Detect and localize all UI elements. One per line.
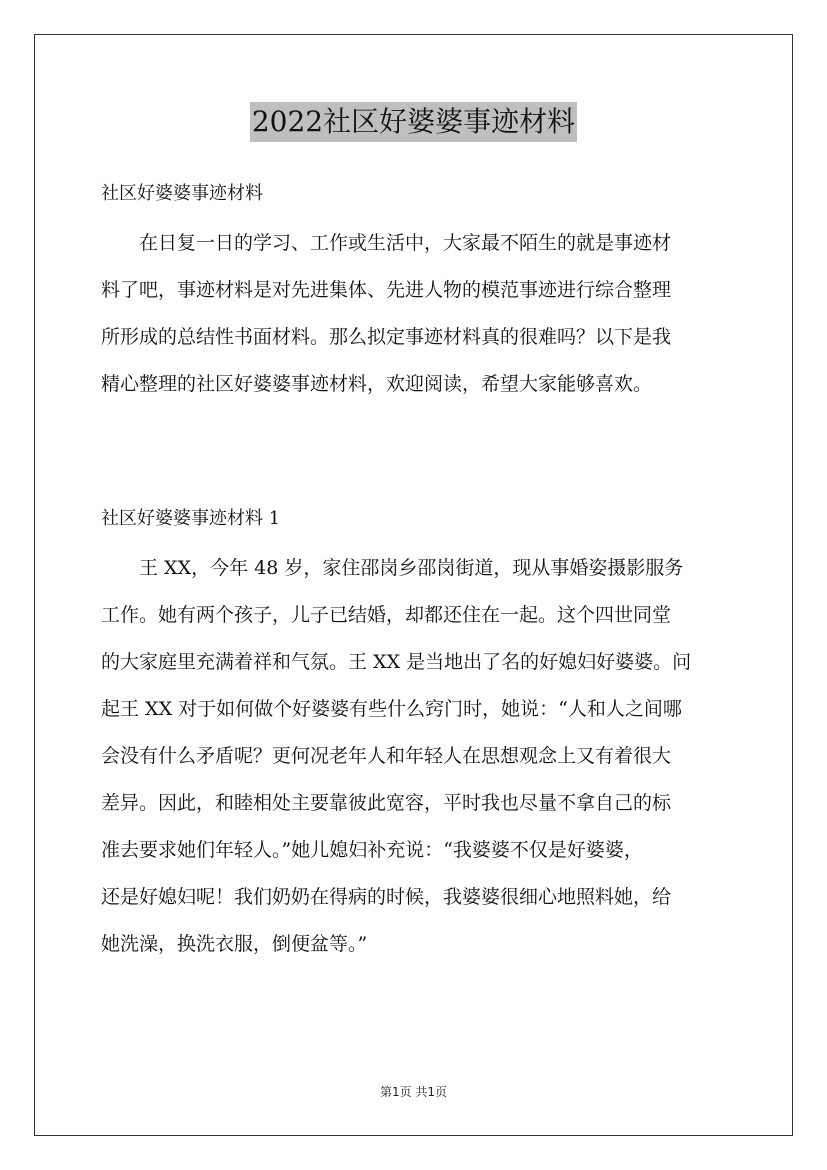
- section1-line: 起王 XX 对于如何做个好婆婆有些什么窍门时，她说：“人和人之间哪: [101, 698, 682, 720]
- intro-line: 所形成的总结性书面材料。那么拟定事迹材料真的很难吗？以下是我: [101, 326, 672, 348]
- intro-line: 在日复一日的学习、工作或生活中，大家最不陌生的就是事迹材: [139, 232, 672, 254]
- section1-line: 她洗澡，换洗衣服，倒便盆等。”: [101, 933, 368, 955]
- intro-line: 料了吧，事迹材料是对先进集体、先进人物的模范事迹进行综合整理: [101, 279, 672, 301]
- document-title-text: 2022社区好婆婆事迹材料: [250, 102, 577, 142]
- section1-line: 准去要求她们年轻人。”她儿媳妇补充说：“我婆婆不仅是好婆婆，: [101, 839, 643, 861]
- page-footer: 第1页 共1页: [379, 1085, 448, 1099]
- intro-lines: [101, 228, 729, 396]
- section1-line: 差异。因此，和睦相处主要靠彼此宽容，平时我也尽量不拿自己的标: [101, 792, 672, 814]
- section1-paragraph: [101, 553, 729, 956]
- section1-lines: [101, 553, 729, 956]
- section1-line: 工作。她有两个孩子，儿子已结婚，却都还住在一起。这个四世同堂: [101, 604, 672, 626]
- subtitle: 社区好婆婆事迹材料: [101, 183, 263, 204]
- document-title: [0, 102, 827, 142]
- intro-line: 精心整理的社区好婆婆事迹材料，欢迎阅读，希望大家能够喜欢。: [101, 373, 653, 395]
- section1-line: 会没有什么矛盾呢？更何况老年人和年轻人在思想观念上又有着很大: [101, 745, 672, 767]
- section1-line: 王 XX，今年 48 岁，家住邵岗乡邵岗街道，现从事婚姿摄影服务: [139, 557, 684, 579]
- section1-line: 还是好媳妇呢！我们奶奶在得病的时候，我婆婆很细心地照料她，给: [101, 886, 672, 908]
- section-heading: 社区好婆婆事迹材料 1: [101, 508, 281, 529]
- intro-paragraph: [101, 228, 729, 396]
- section1-line: 的大家庭里充满着祥和气氛。王 XX 是当地出了名的好媳妇好婆婆。问: [101, 651, 692, 673]
